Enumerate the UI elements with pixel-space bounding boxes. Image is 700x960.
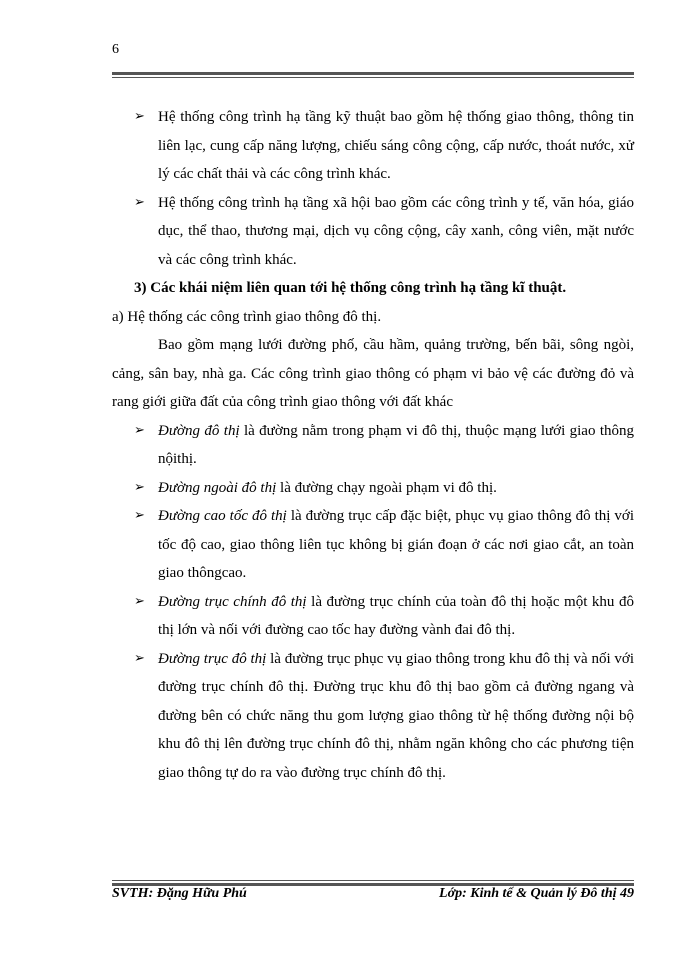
definition-text: là đường trục phục vụ giao thông trong khu đô thị và nối với đường trục chính đô thị. Đường trục khu đô thị bao gồm cả đường ngang và đường bên có chức năng thu gom lượng giao thông từ hệ thống đường nội bộ khu đô thị lên đường trục chính đô thị, nhằm ngăn không cho các phương tiện giao thông tự do ra vào đường trục chính đô thị. <box>158 650 634 781</box>
definition-item <box>112 588 634 645</box>
arrow-right-icon: ➢ <box>134 508 145 523</box>
definition-item <box>112 645 634 788</box>
definition-term: Đường cao tốc đô thị <box>158 508 287 524</box>
arrow-right-icon: ➢ <box>134 479 145 495</box>
page-body <box>112 103 634 787</box>
definition-text: là đường trục cấp đặc biệt, phục vụ giao thông đô thị với tốc độ cao, giao thông liên tục không bị gián đoạn ở các nơi giao cắt, an toàn giao thôngcao. <box>158 508 634 581</box>
definition-text: là đường nằm trong phạm vi đô thị, thuộc mạng lưới giao thông nộithị. <box>158 422 634 467</box>
header-rule-thin <box>112 77 634 78</box>
arrow-right-icon: ➢ <box>134 194 145 210</box>
bullet-item <box>112 189 634 275</box>
footer-author: SVTH: Đặng Hữu Phú <box>112 886 247 901</box>
footer-class: Lớp: Kinh tế & Quản lý Đô thị 49 <box>439 886 634 901</box>
bullet-text: Hệ thống công trình hạ tầng kỹ thuật bao gồm hệ thống giao thông, thông tin liên lạc, cung cấp năng lượng, chiếu sáng công cộng, cấp nước, thoát nước, xử lý các chất thải và các công trình khác. <box>158 109 634 182</box>
page-number: 6 <box>112 42 119 57</box>
arrow-right-icon: ➢ <box>134 593 145 609</box>
arrow-right-icon: ➢ <box>134 650 145 666</box>
paragraph: Bao gồm mạng lưới đường phố, cầu hầm, quảng trường, bến bãi, sông ngòi, cảng, sân bay, nhà ga. Các công trình giao thông có phạm vi bảo vệ các đường đỏ và rang giới giữa đất của công trình giao thông với đất khác <box>112 337 634 410</box>
bullet-text: Hệ thống công trình hạ tầng xã hội bao gồm các công trình y tế, văn hóa, giáo dục, thể thao, thương mại, dịch vụ công cộng, cây xanh, công viên, mặt nước và các công trình khác. <box>158 194 634 268</box>
footer-rule-thin <box>112 880 634 881</box>
definition-term: Đường trục chính đô thị <box>158 593 307 610</box>
definition-item <box>112 474 634 503</box>
bullet-item <box>112 103 634 189</box>
definition-term: Đường ngoài đô thị <box>158 479 277 496</box>
definition-text: là đường chạy ngoài phạm vi đô thị. <box>276 479 497 496</box>
arrow-right-icon: ➢ <box>134 422 145 438</box>
sub-heading: a) Hệ thống các công trình giao thông đô thị. <box>112 308 382 325</box>
definition-term: Đường trục đô thị <box>158 650 267 667</box>
definition-item <box>112 502 634 588</box>
definition-term: Đường đô thị <box>158 422 240 439</box>
arrow-right-icon: ➢ <box>134 109 145 124</box>
definition-text: là đường trục chính của toàn đô thị hoặc một khu đô thị lớn và nối với đường cao tốc hay đường vành đai đô thị. <box>158 593 634 638</box>
header-rule <box>112 72 634 75</box>
section-heading: 3) Các khái niệm liên quan tới hệ thống công trình hạ tầng kĩ thuật. <box>134 280 567 296</box>
definition-item <box>112 417 634 474</box>
